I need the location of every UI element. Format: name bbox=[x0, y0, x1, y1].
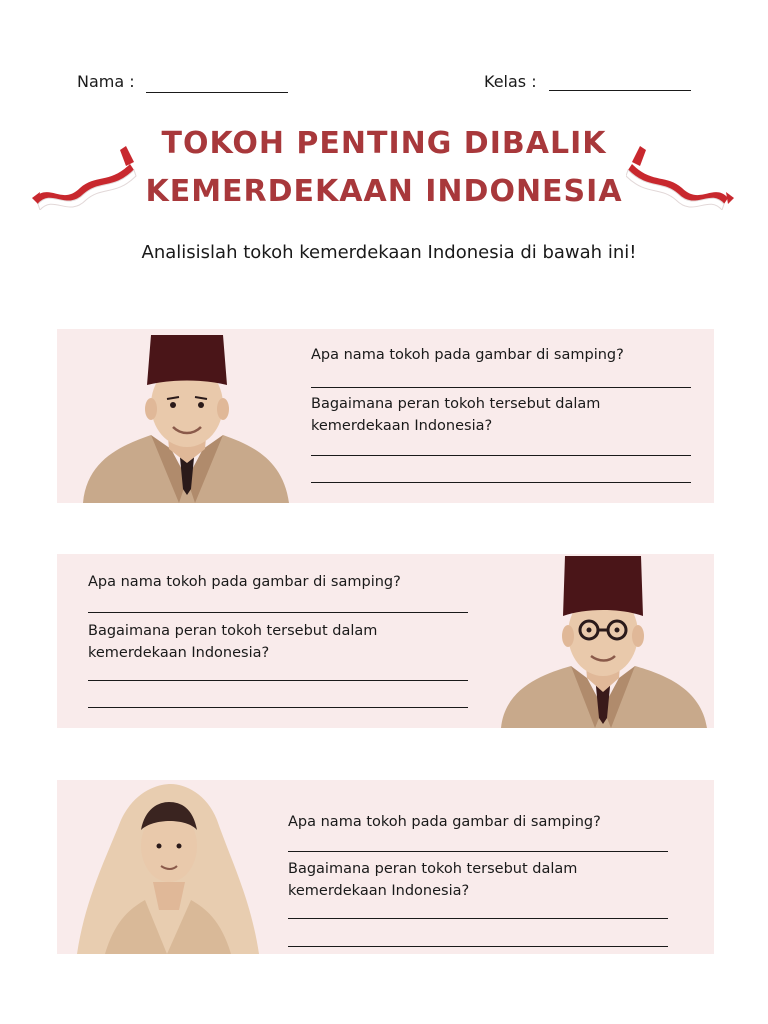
answer-line[interactable] bbox=[311, 455, 691, 456]
question-role-line1: Bagaimana peran tokoh tersebut dalam bbox=[88, 623, 378, 639]
flag-ribbon-icon bbox=[30, 140, 140, 210]
page-title-line2: KEMERDEKAAN INDONESIA bbox=[145, 174, 623, 209]
question-role-line2: kemerdekaan Indonesia? bbox=[311, 418, 493, 434]
page-title-line1: TOKOH PENTING DIBALIK bbox=[161, 126, 607, 161]
portrait-icon bbox=[83, 329, 289, 503]
answer-line[interactable] bbox=[288, 851, 668, 852]
question-card-2 bbox=[57, 554, 714, 728]
answer-line[interactable] bbox=[288, 946, 668, 947]
answer-line[interactable] bbox=[311, 482, 691, 483]
question-name: Apa nama tokoh pada gambar di samping? bbox=[288, 814, 601, 830]
answer-line[interactable] bbox=[288, 918, 668, 919]
instruction-text: Analisislah tokoh kemerdekaan Indonesia di bawah ini! bbox=[141, 242, 637, 263]
answer-line[interactable] bbox=[311, 387, 691, 388]
question-name: Apa nama tokoh pada gambar di samping? bbox=[311, 347, 624, 363]
question-role-line2: kemerdekaan Indonesia? bbox=[88, 645, 270, 661]
portrait-icon bbox=[75, 780, 261, 954]
class-field[interactable] bbox=[549, 90, 691, 91]
question-card-3 bbox=[57, 780, 714, 954]
answer-line[interactable] bbox=[88, 707, 468, 708]
question-card-1 bbox=[57, 329, 714, 503]
question-role-line1: Bagaimana peran tokoh tersebut dalam bbox=[311, 396, 601, 412]
class-label: Kelas : bbox=[484, 72, 537, 91]
flag-ribbon-icon bbox=[626, 140, 736, 210]
portrait-icon bbox=[501, 554, 707, 728]
answer-line[interactable] bbox=[88, 612, 468, 613]
answer-line[interactable] bbox=[88, 680, 468, 681]
question-role-line1: Bagaimana peran tokoh tersebut dalam bbox=[288, 861, 578, 877]
question-name: Apa nama tokoh pada gambar di samping? bbox=[88, 574, 401, 590]
name-field[interactable] bbox=[146, 92, 288, 93]
question-role-line2: kemerdekaan Indonesia? bbox=[288, 883, 470, 899]
name-label: Nama : bbox=[77, 72, 135, 91]
